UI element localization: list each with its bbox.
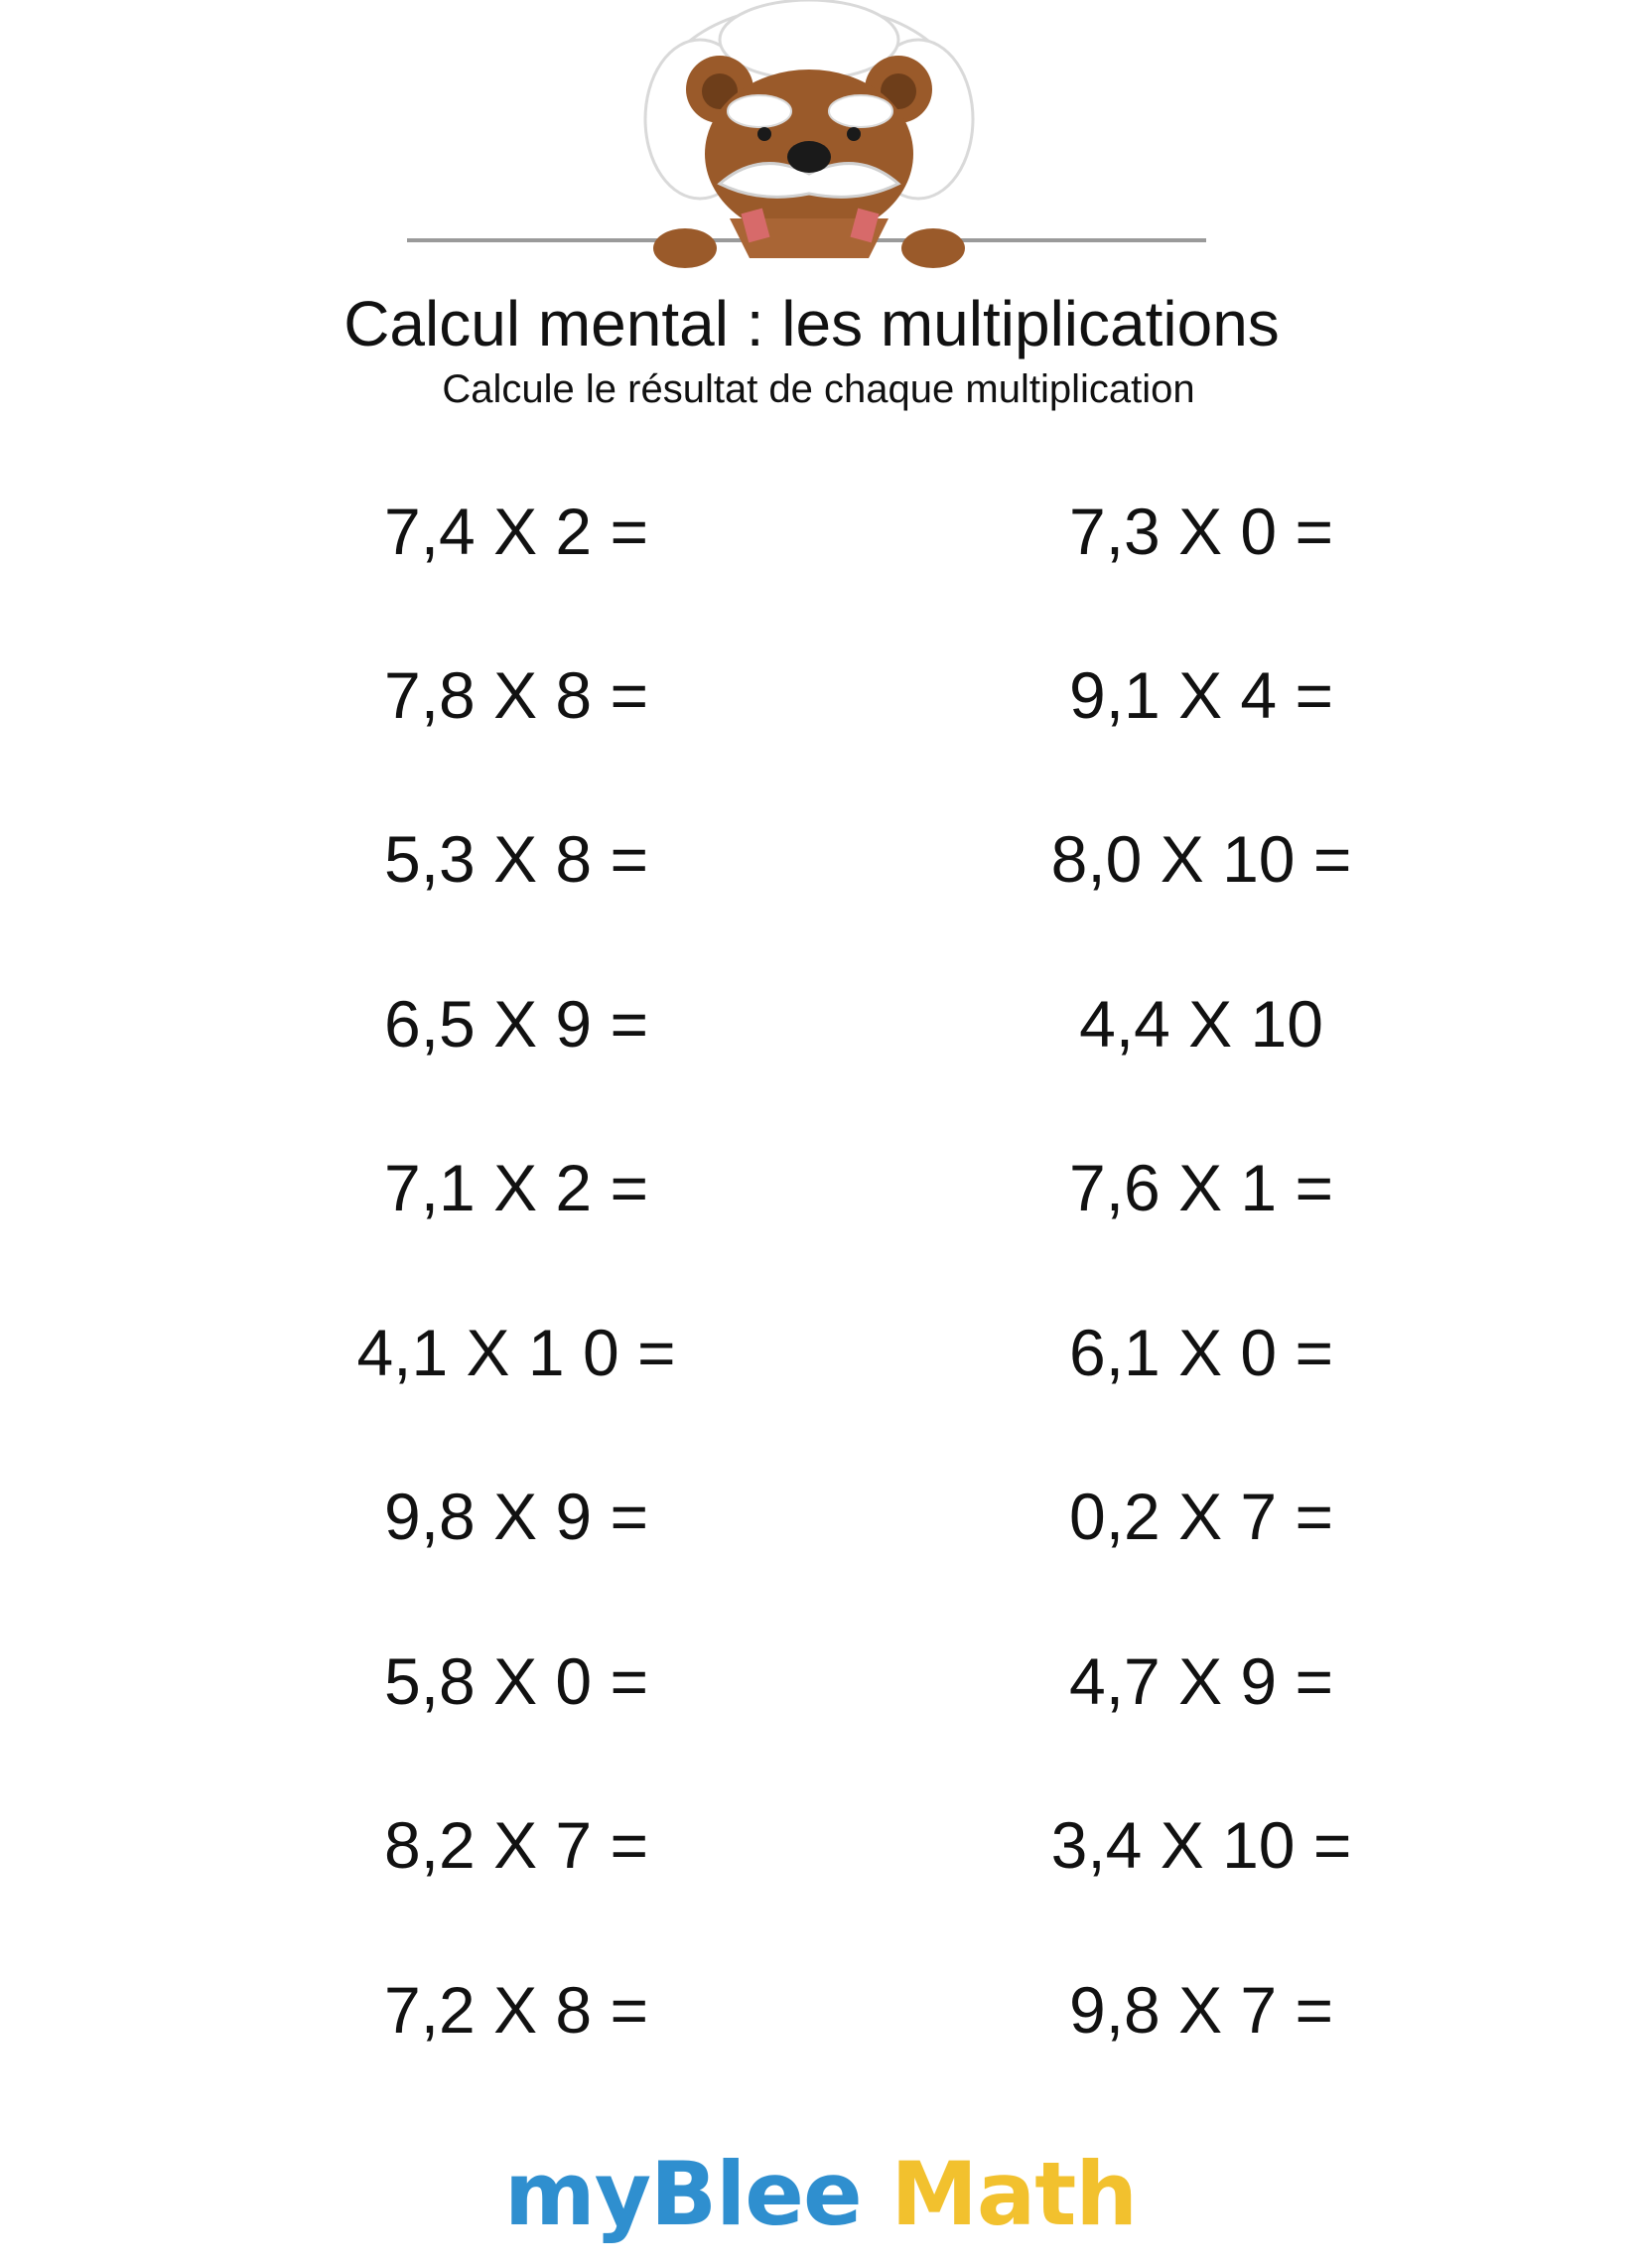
problem-right-5: 7,6 X 1 = (1068, 1151, 1334, 1224)
problem-left-5: 7,1 X 2 = (383, 1151, 649, 1224)
bear-nose (787, 141, 831, 173)
page-title-text: Calcul mental : les multiplications (343, 288, 1280, 359)
logo-math: Math (890, 2143, 1137, 2245)
bear-eye-left (757, 127, 771, 141)
problem-left-9: 8,2 X 7 = (383, 1808, 649, 1882)
logo-myblee: myBlee (504, 2143, 862, 2245)
problem-right-10: 9,8 X 7 = (1068, 1973, 1334, 2047)
bear-eye-right (847, 127, 861, 141)
problem-left-6: 4,1 X 1 0 = (356, 1316, 676, 1389)
bear-mascot-illustration (402, 0, 1236, 273)
problem-left-1: 7,4 X 2 = (383, 495, 649, 568)
problem-left-8: 5,8 X 0 = (383, 1644, 649, 1718)
problem-right-2: 9,1 X 4 = (1068, 658, 1334, 732)
problem-right-6: 6,1 X 0 = (1068, 1316, 1334, 1389)
problem-left-4: 6,5 X 9 = (383, 987, 649, 1061)
problem-left-2: 7,8 X 8 = (383, 658, 649, 732)
bear-paw-right (901, 228, 965, 268)
problem-left-7: 9,8 X 9 = (383, 1480, 649, 1553)
page-subtitle (0, 365, 1641, 413)
bear-paw-left (653, 228, 717, 268)
problem-right-8: 4,7 X 9 = (1068, 1644, 1334, 1718)
problem-right-7: 0,2 X 7 = (1068, 1480, 1334, 1553)
page-title (0, 286, 1641, 361)
problem-right-9: 3,4 X 10 = (1050, 1808, 1352, 1882)
problem-left-10: 7,2 X 8 = (383, 1973, 649, 2047)
problem-left-3: 5,3 X 8 = (383, 822, 649, 896)
page-subtitle-text: Calcule le résultat de chaque multiplication (442, 367, 1195, 411)
problem-right-1: 7,3 X 0 = (1068, 495, 1334, 568)
problem-right-4: 4,4 X 10 (1079, 987, 1323, 1061)
problem-right-3: 8,0 X 10 = (1050, 822, 1352, 896)
myblee-math-logo (0, 2145, 1641, 2244)
